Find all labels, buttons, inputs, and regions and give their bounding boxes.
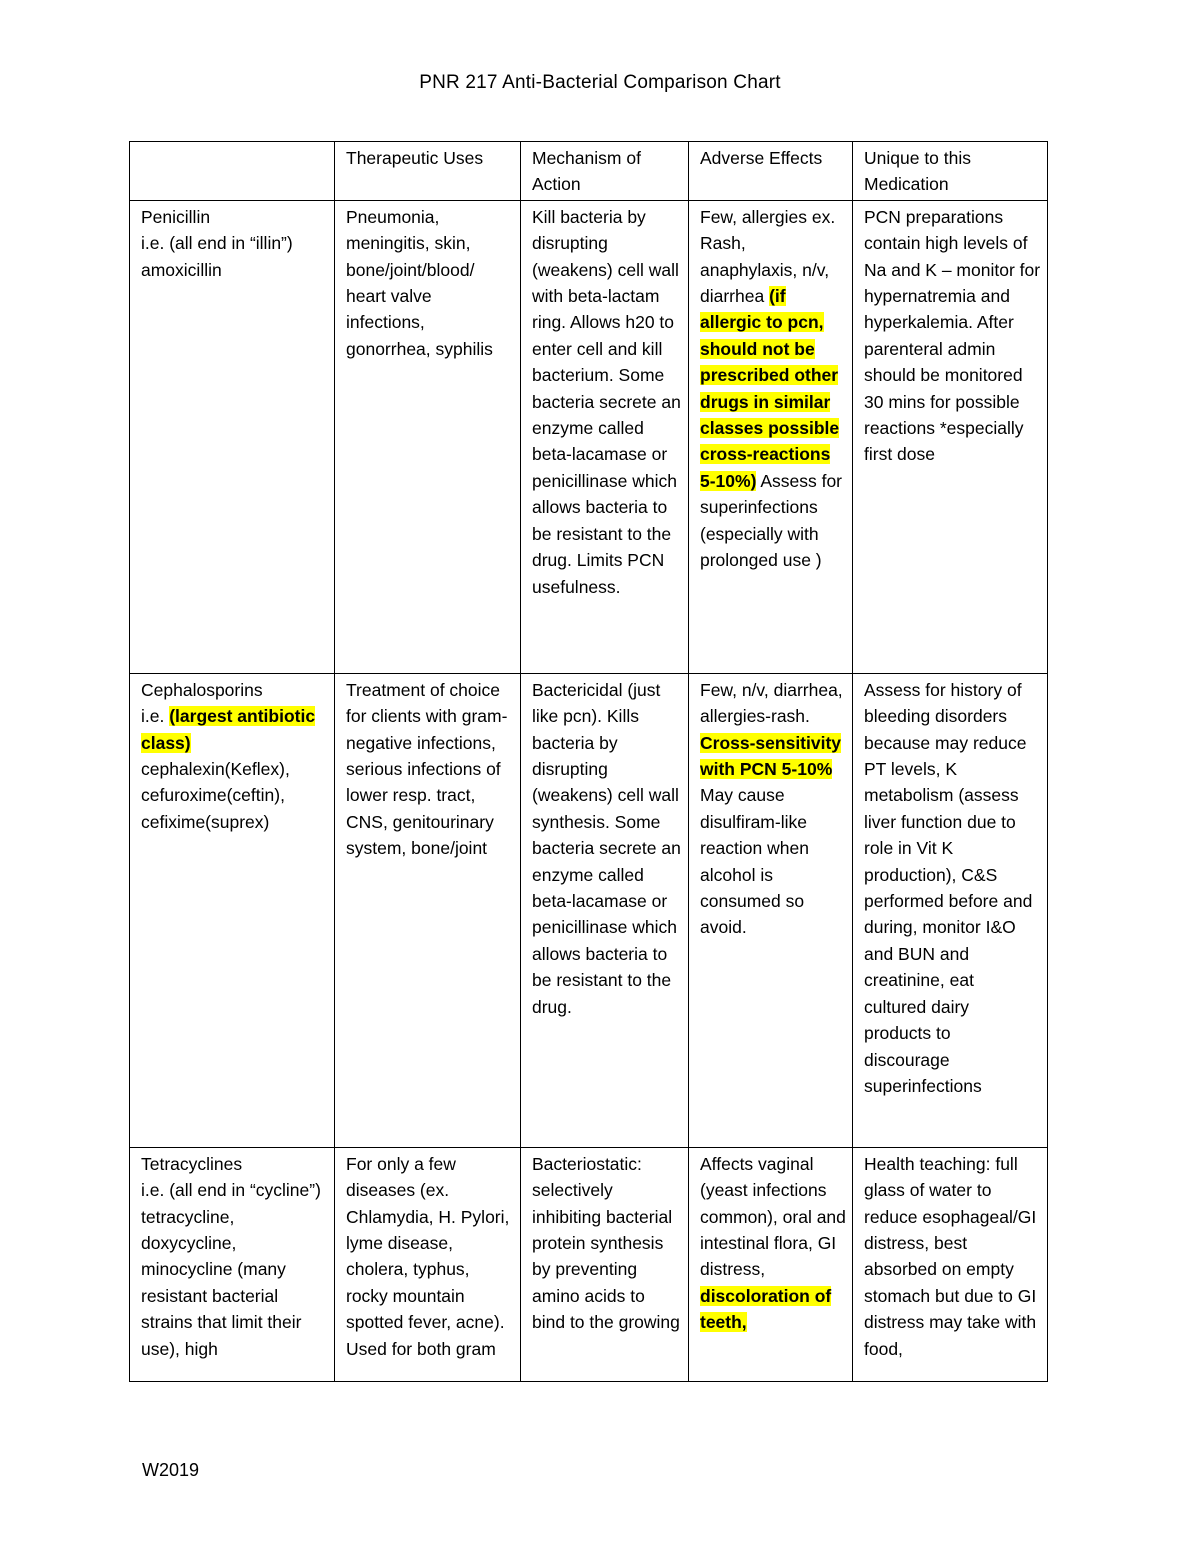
drug-name: Penicillin (141, 206, 211, 227)
header-cell-unique: Unique to this Medication (853, 142, 1048, 201)
therapeutic-uses-text: For only a few diseases (ex. Chlamydia, H. Pylori, lyme disease, cholera, typhus, rocky mountain spotted fever, acne). Used for both gram (346, 1153, 510, 1359)
drug-class-note: i.e. (141, 706, 170, 727)
drug-cell (130, 200, 335, 673)
drug-cell (130, 1147, 335, 1381)
therapeutic-uses-cell (335, 1147, 521, 1381)
mechanism-cell (521, 1147, 689, 1381)
drug-class-note: i.e. (all end in “illin”) (141, 233, 293, 254)
unique-cell (853, 200, 1048, 673)
header-cell-mechanism: Mechanism of Action (521, 142, 689, 201)
header-cell-therapeutic-uses: Therapeutic Uses (335, 142, 521, 201)
unique-cell (853, 673, 1048, 1147)
drug-examples: i.e. (all end in “cycline”) tetracycline, doxycycline, minocycline (many resistant bacterial strains that limit their use), high (141, 1180, 321, 1359)
drug-examples: amoxicillin (141, 259, 222, 280)
adverse-effects-cell (689, 1147, 853, 1381)
table-row (130, 673, 1048, 1147)
adverse-effects-text: Few, n/v, diarrhea, allergies-rash. (700, 679, 843, 727)
adverse-effects-cell (689, 673, 853, 1147)
drug-cell (130, 673, 335, 1147)
unique-text: Health teaching: full glass of water to reduce esophageal/GI distress, best absorbed on empty stomach but due to GI distress may take with food, (864, 1153, 1037, 1359)
mechanism-cell (521, 673, 689, 1147)
mechanism-cell (521, 200, 689, 673)
therapeutic-uses-cell (335, 200, 521, 673)
comparison-table (129, 141, 1048, 1382)
drug-name: Tetracyclines (141, 1153, 243, 1174)
page-footer: W2019 (142, 1460, 200, 1480)
mechanism-text: Bacteriostatic: selectively inhibiting bacterial protein synthesis by preventing amino acids to bind to the growing (532, 1153, 680, 1333)
drug-examples: cephalexin(Keflex), cefuroxime(ceftin), cefixime(suprex) (141, 759, 290, 832)
unique-cell (853, 1147, 1048, 1381)
unique-text: Assess for history of bleeding disorders because may reduce PT levels, K metabolism (assess liver function due to role in Vit K production), C&S performed before and during, monitor I&O and BUN and creatinine, eat cultured dairy products to discourage superinfections (864, 679, 1033, 1096)
table-header-row (130, 142, 1048, 201)
therapeutic-uses-text: Pneumonia, meningitis, skin, bone/joint/blood/ heart valve infections, gonorrhea, syphilis (346, 206, 493, 359)
unique-text: PCN preparations contain high levels of Na and K – monitor for hypernatremia and hyperkalemia. After parenteral admin should be monitored 30 mins for possible reactions *especially first dose (864, 206, 1041, 465)
page-title: PNR 217 Anti-Bacterial Comparison Chart (419, 72, 781, 93)
therapeutic-uses-cell (335, 673, 521, 1147)
table-row (130, 1147, 1048, 1381)
adverse-effects-text: Few, allergies ex. Rash, anaphylaxis, n/v, diarrhea (700, 206, 836, 307)
header-cell-empty (130, 142, 335, 201)
mechanism-text: Bactericidal (just like pcn). Kills bacteria by disrupting (weakens) cell wall synthesis. Some bacteria secrete an enzyme called beta-lacamase or penicillinase which allows bacteria to be resistant to the drug. (532, 679, 681, 1017)
adverse-effects-text: Assess for superinfections (especially with prolonged use ) (700, 470, 843, 571)
adverse-effects-text: Affects vaginal (yeast infections common), oral and intestinal flora, GI distress, (700, 1153, 846, 1280)
therapeutic-uses-text: Treatment of choice for clients with gram-negative infections, serious infections of lower resp. tract, CNS, genitourinary system, bone/joint (346, 679, 508, 859)
adverse-effects-highlight: discoloration of teeth, (700, 1285, 832, 1333)
drug-class-highlight: (largest antibiotic class) (141, 706, 316, 753)
table-row (130, 200, 1048, 673)
adverse-effects-highlight: (if allergic to pcn, should not be prescribed other drugs in similar classes possible cross-reactions 5-10%) (700, 286, 840, 491)
adverse-effects-cell (689, 200, 853, 673)
mechanism-text: Kill bacteria by disrupting (weakens) cell wall with beta-lactam ring. Allows h20 to enter cell and kill bacterium. Some bacteria secrete an enzyme called beta-lacamase or penicillinase which allows bacteria to be resistant to the drug. Limits PCN usefulness. (532, 206, 681, 597)
adverse-effects-text: May cause disulfiram-like reaction when alcohol is consumed so avoid. (700, 785, 809, 938)
header-cell-adverse-effects: Adverse Effects (689, 142, 853, 201)
drug-name: Cephalosporins (141, 679, 263, 700)
adverse-effects-highlight: Cross-sensitivity with PCN 5-10% (700, 732, 842, 780)
